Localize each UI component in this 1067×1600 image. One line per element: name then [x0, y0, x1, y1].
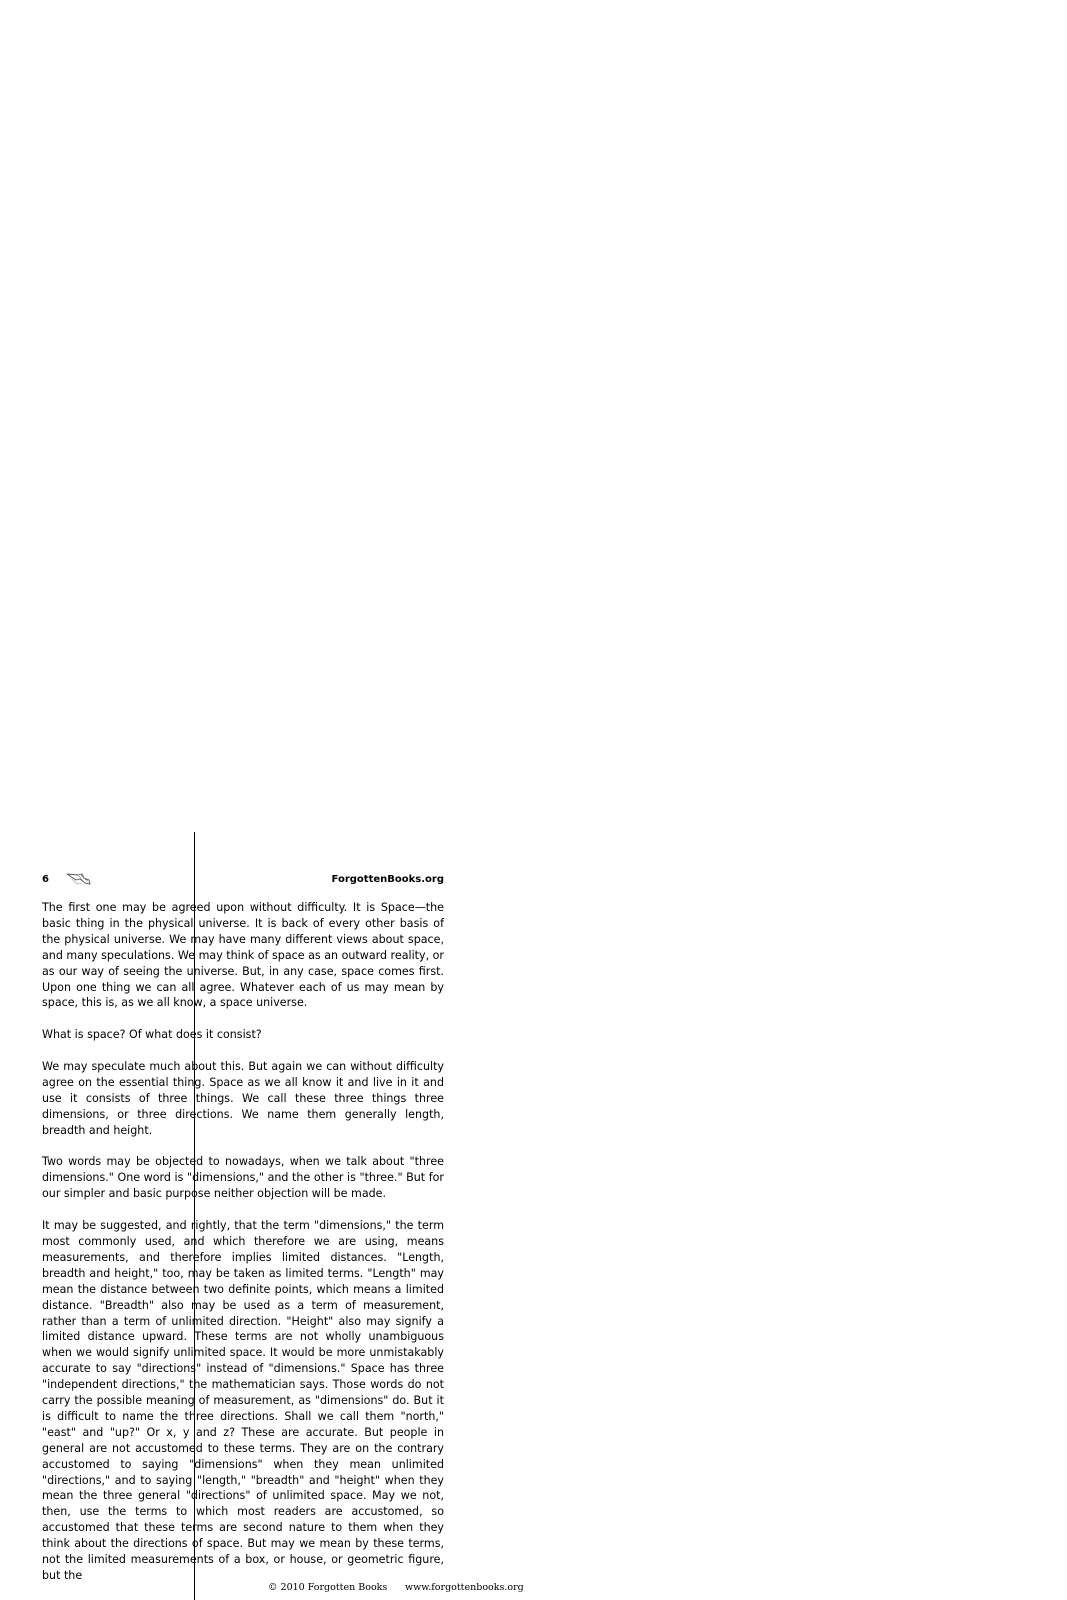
page-header [42, 874, 444, 890]
body-text [42, 900, 444, 1584]
paragraph: It may be suggested, and rightly, that the term "dimensions," the term most commonly used, and which therefore we are using, means measurements, and therefore implies limited distances. "Length, breadth and height," too, may be taken as limited terms. "Length" may mean the distance between two definite points, which means a limited distance. "Breadth" also may be used as a term of measurement, rather than a term of unlimited direction. "Height" also may signify a limited distance upward. These terms are not wholly unambiguous when we would signify unlimited space. It would be more unmistakably accurate to say "directions" instead of "dimensions." Space has three "independent directions," the mathematician says. Those words do not carry the possible meaning of measurement, as "dimensions" do. But it is difficult to name the three directions. Shall we call them "north," "east" and "up?" Or x, y and z? These are accurate. But people in general are not accustomed to these terms. They are on the contrary accustomed to saying "dimensions" when they mean unlimited "directions," and to saying "length," "breadth" and "height" when they mean the three general "directions" of unlimited space. May we not, then, use the terms to which most readers are accustomed, so accustomed that these terms are second nature to them when they think about the directions of space. But may we mean by these terms, not the limited measurements of a box, or house, or geometric figure, but the [42, 1219, 444, 1582]
site-name: ForgottenBooks.org [331, 874, 444, 885]
paragraph: Two words may be objected to nowadays, when we talk about "three dimensions." One word is "dimensions," and the other is "three." But for our simpler and basic purpose neither objection will be made. [42, 1155, 444, 1201]
paragraph: We may speculate much about this. But again we can without difficulty agree on the essential thing. Space as we all know it and live in it and use it consists of three things. We call these three things three dimensions, or three directions. We name them generally length, breadth and height. [42, 1060, 444, 1137]
page-number: 6 [42, 874, 49, 885]
pointing-hand-icon [66, 870, 92, 888]
footer-url[interactable]: www.forgottenbooks.org [405, 1582, 524, 1593]
footer-copyright: © 2010 Forgotten Books [268, 1582, 388, 1593]
paragraph: The first one may be agreed upon without difficulty. It is Space—the basic thing in the physical universe. It is back of every other basis of the physical universe. We may have many different views about space, and many speculations. We may think of space as an outward reality, or as our way of seeing the universe. But, in any case, space comes first. Upon one thing we can all agree. Whatever each of us may mean by space, this is, as we all know, a space universe. [42, 901, 444, 1010]
paragraph: What is space? Of what does it consist? [42, 1028, 262, 1042]
